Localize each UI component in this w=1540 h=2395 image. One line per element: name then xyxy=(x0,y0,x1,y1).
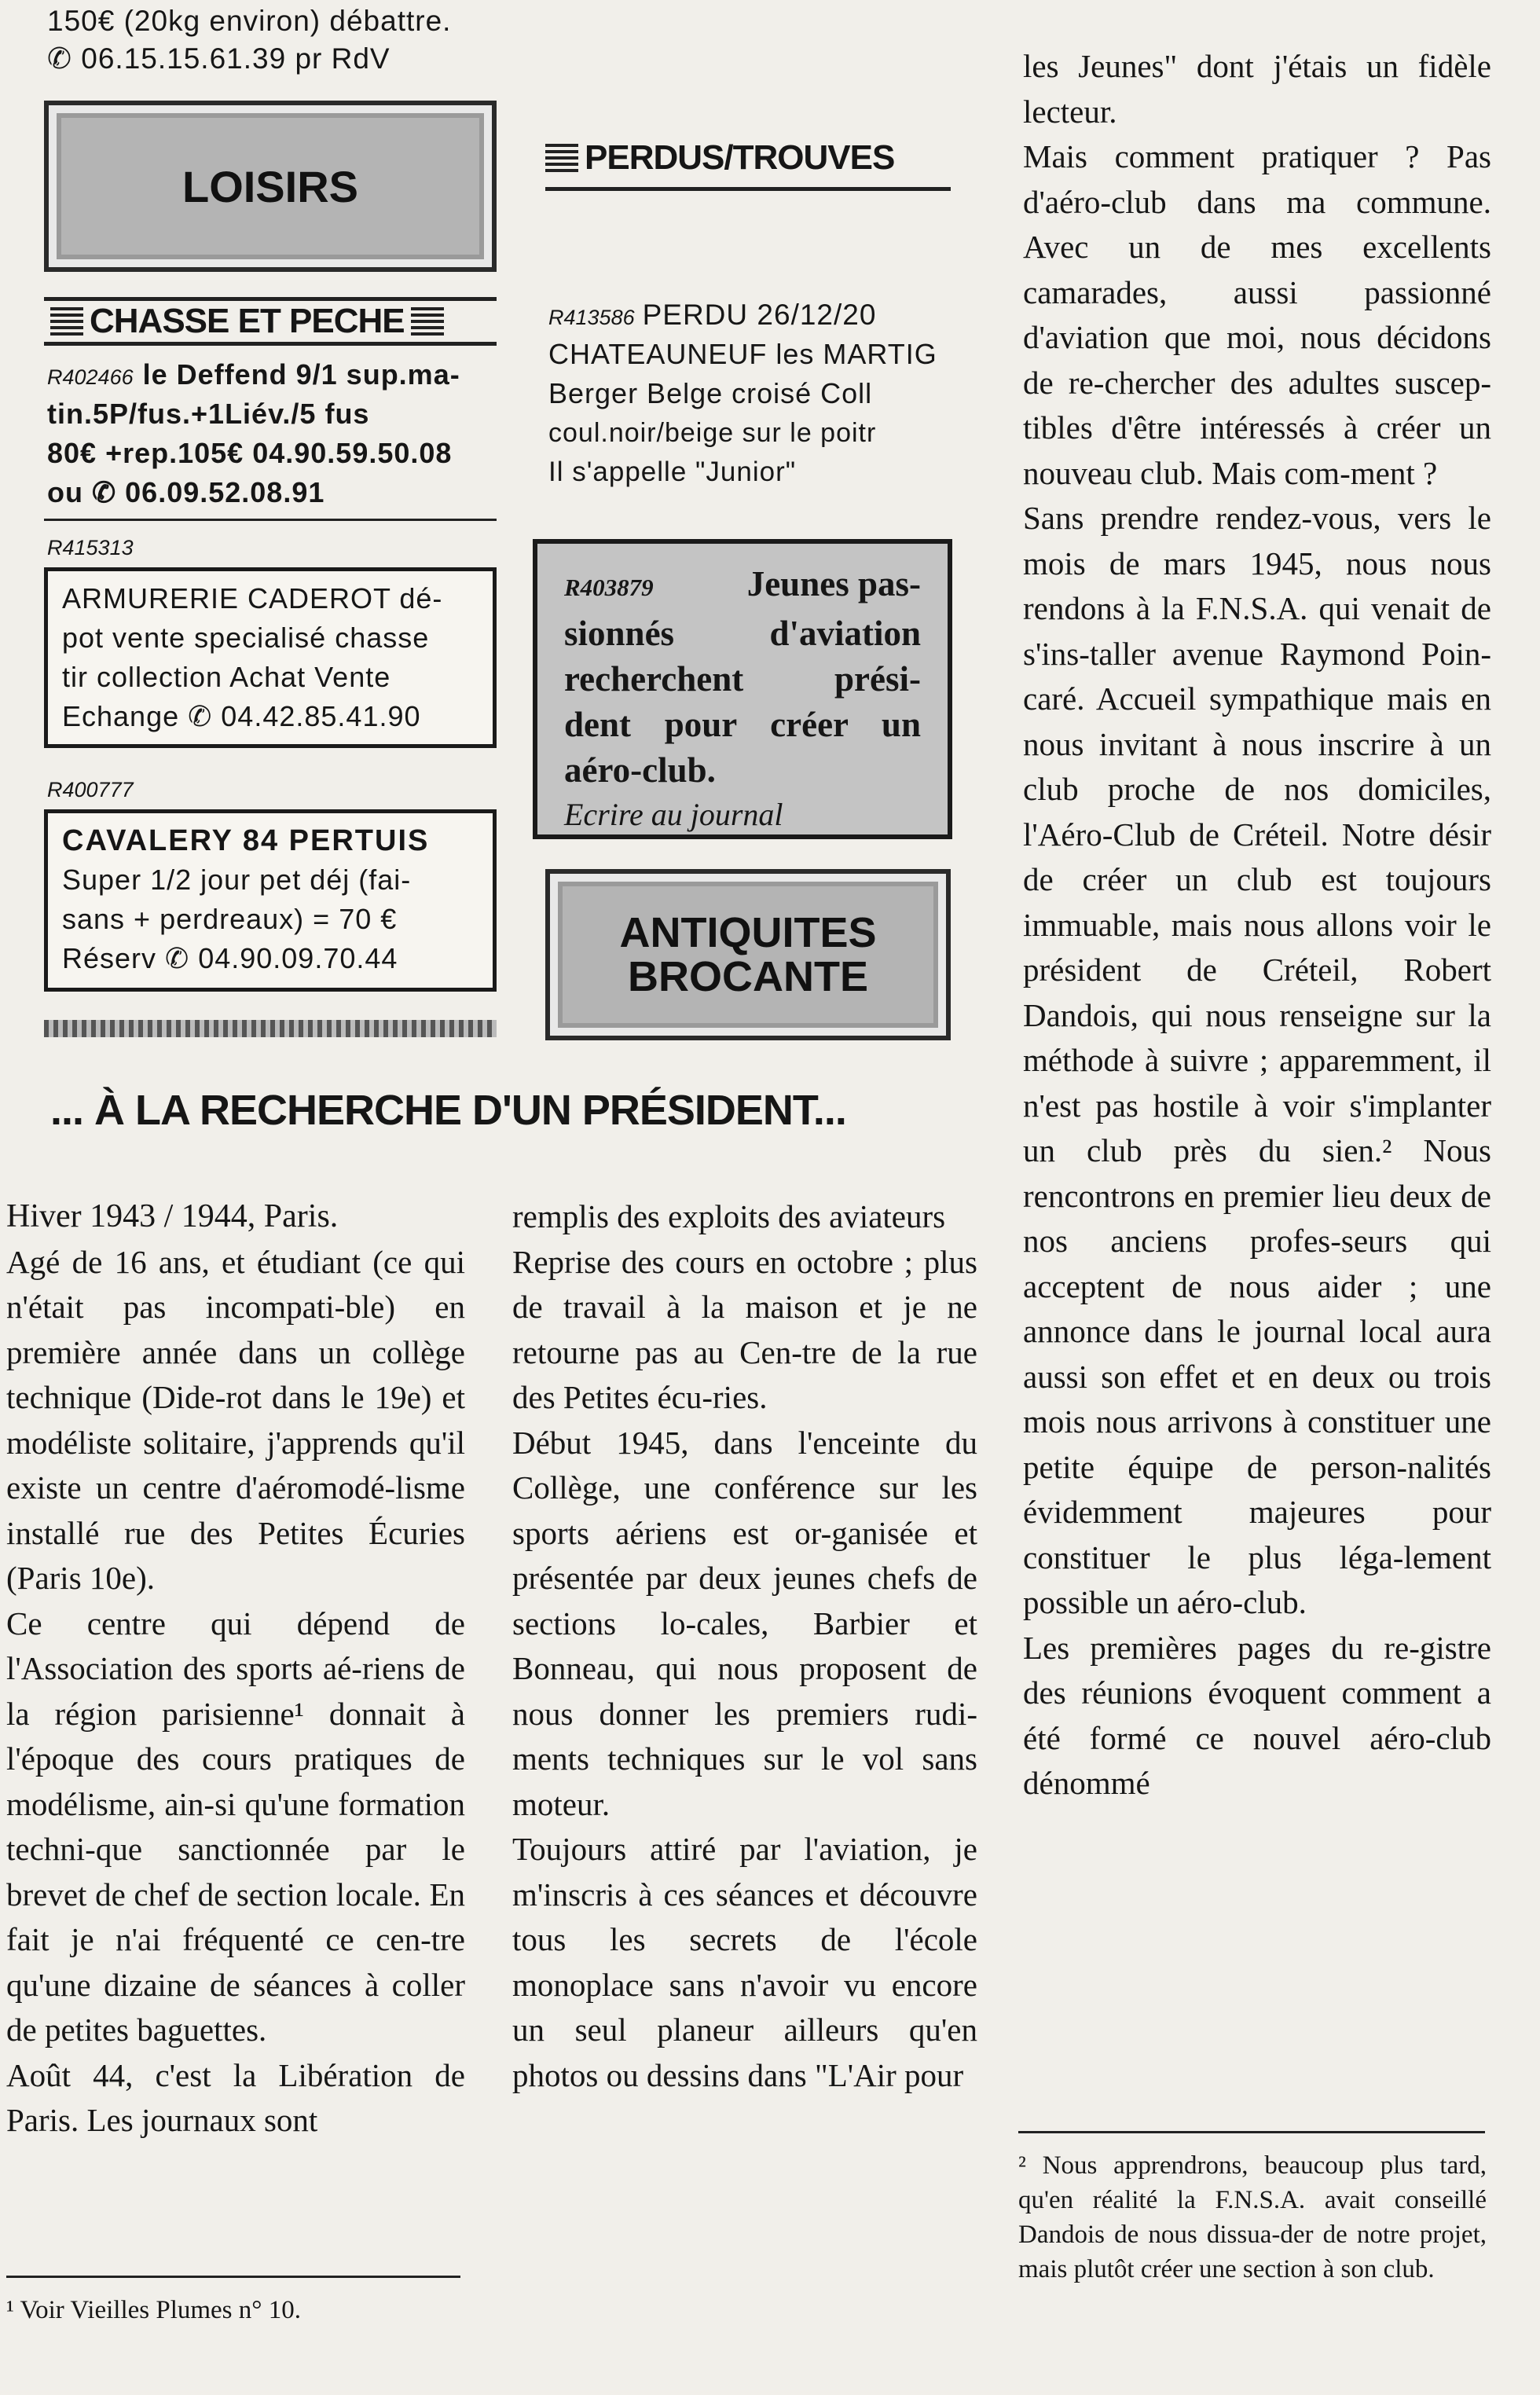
ad-line: ARMURERIE CADEROT dé- xyxy=(62,582,443,614)
paragraph: Mais comment pratiquer ? Pas d'aéro-club dans ma commune. Avec un de mes excellents camarades, aussi passionné d'aviation que moi, nous décidons de re-chercher des adultes suscep-tibles d'être intéressés à créer un nouveau club. Mais com-ment ? xyxy=(1023,138,1491,491)
loisirs-banner: LOISIRS xyxy=(44,101,497,272)
stripes-decoration xyxy=(50,307,83,336)
paragraph: Sans prendre rendez-vous, vers le mois de mars 1945, nous nous rendons à la F.N.S.A. qui venait de s'ins-taller avenue Raymond Poin-caré. Accueil sympathique mais en nous invitant à nous inscrire à un club proche de nos domiciles, l'Aéro-Club de Créteil. Notre désir de créer un club est toujours immuable, mais nous allons voir le président de Créteil, Robert Dandois, qui nous renseigne sur la méthode à suivre ; apparemment, il n'est pas hostile à voir s'implanter un club près du sien.² Nous rencontrons en premier lieu deux de nos anciens profes-seurs qui acceptent de nous aider ; une annonce dans le journal local aura aussi son effet et en deux ou trois mois nous arrivons à constituer une petite équipe de person-nalités évidemment majeures pour constituer le plus léga-lement possible un aéro-club. xyxy=(1023,500,1491,1620)
ad-line: Réserv ✆ 04.90.09.70.44 xyxy=(62,942,398,974)
paragraph-text: Hiver 1943 / 1944, Paris. xyxy=(6,1198,339,1234)
perdus-header xyxy=(545,134,951,182)
paragraph: Ce centre qui dépend de l'Association des sports aé-riens de la région parisienne¹ donnait à l'époque des cours pratiques de modélisme, ain-si qu'une formation techni-que sanctionnée par le brevet de chef de section locale. En fait je n'ai fréquenté ce cen-tre qu'une dizaine de séances à coller de petites baguettes. xyxy=(6,1605,465,2048)
ad-ref: R415313 xyxy=(47,536,134,559)
top-ad-line-1: 150€ (20kg environ) débattre. xyxy=(47,5,452,37)
paragraph: Reprise des cours en octobre ; plus de travail à la maison et je ne retourne pas au Cen-tre de la rue des Petites écu-ries. xyxy=(512,1243,977,1415)
ad-line: aéro-club. xyxy=(564,750,716,790)
ad-line: Il s'appelle "Junior" xyxy=(548,457,797,487)
ad-ref: R403879 xyxy=(564,574,654,601)
ad-line: tir collection Achat Vente xyxy=(62,661,391,693)
ad-line: sans + perdreaux) = 70 € xyxy=(62,903,398,935)
paragraph: Agé de 16 ans, et étudiant (ce qui n'était pas incompati-ble) en première année dans un collège technique (Dide-rot dans le 19e) et modéliste solitaire, j'apprends qu'il existe un centre d'aéromodé-lisme installé rue des Petites Écuries (Paris 10e). xyxy=(6,1243,465,1596)
ad-line: sionnés d'aviation xyxy=(564,614,921,653)
divider xyxy=(44,519,497,521)
chasse-header-label: CHASSE ET PECHE xyxy=(90,302,405,340)
paragraph: Début 1945, dans l'enceinte du Collège, une conférence sur les sports aériens est or-ganisée et présentée par deux jeunes chefs de sections lo-cales, Barbier et Bonneau, qui nous proposent de nous donner les premiers rudi-ments techniques sur le vol sans moteur. xyxy=(512,1424,977,1822)
paragraph: Toujours attiré par l'aviation, je m'inscris à ces séances et découvre tous les secrets de l'école monoplace sans n'avoir vu encore un seul planeur ailleurs qu'en photos ou dessins dans "L'Air pour xyxy=(512,1831,977,2093)
aero-club-ad xyxy=(533,539,952,839)
ad-line: Jeunes pas- xyxy=(746,564,921,603)
ad-line: PERDU 26/12/20 xyxy=(642,299,877,331)
footnote-divider xyxy=(1018,2131,1485,2133)
ad-ref: R400777 xyxy=(47,778,134,801)
stripes-decoration xyxy=(411,307,444,336)
ad-line: dent pour créer un xyxy=(564,705,921,744)
paragraph: les Jeunes" dont j'étais un fidèle lecteur. xyxy=(1023,48,1491,130)
chasse-ad xyxy=(47,355,503,512)
chasse-header xyxy=(44,297,497,346)
perdus-header-label: PERDUS/TROUVES xyxy=(585,138,895,177)
ad-line: tin.5P/fus.+1Liév./5 fus xyxy=(47,398,370,430)
antiquites-banner-line-2: BROCANTE xyxy=(628,953,868,1000)
ad-line: CAVALERY 84 PERTUIS xyxy=(62,824,430,857)
ad-ref: R413586 xyxy=(548,306,635,329)
ad-ref: R402466 xyxy=(47,365,134,389)
ad-line: Echange ✆ 04.42.85.41.90 xyxy=(62,700,421,732)
ad-line: Berger Belge croisé Coll xyxy=(548,377,873,409)
paragraph: Août 44, c'est la Libération de Paris. Les journaux sont xyxy=(6,2056,465,2138)
ad-line: le Deffend 9/1 sup.ma- xyxy=(142,358,460,391)
perdu-ad xyxy=(548,295,957,492)
ad-line: recherchent prési- xyxy=(564,659,921,699)
paragraph xyxy=(6,1194,465,1240)
footnote-2: ² Nous apprendrons, beaucoup plus tard, qu'en réalité la F.N.S.A. avait conseillé Dandois de nous dissua-der de notre projet, mais plutôt créer une section à son club. xyxy=(1018,2151,1487,2283)
article-column-1 xyxy=(6,1194,465,2144)
paragraph: Les premières pages du re-gistre des réunions évoquent comment a été formé ce nouvel aéro-club dénommé xyxy=(1023,1629,1491,1801)
antiquites-banner xyxy=(545,869,951,1040)
ad-line: Ecrire au journal xyxy=(564,797,783,832)
armurerie-ad xyxy=(44,567,497,748)
ad-line: CHATEAUNEUF les MARTIG xyxy=(548,338,937,370)
article-column-3 xyxy=(1023,44,1491,1806)
ad-line: 80€ +rep.105€ 04.90.59.50.08 xyxy=(47,437,453,469)
ad-line: coul.noir/beige sur le poitr xyxy=(548,418,877,448)
divider xyxy=(545,187,951,191)
article-column-2 xyxy=(512,1194,977,2098)
decorative-bar xyxy=(44,1020,497,1037)
footnote-divider xyxy=(6,2276,460,2278)
cavalery-ad xyxy=(44,809,497,992)
antiquites-banner-line-1: ANTIQUITES xyxy=(619,909,877,956)
ad-line: pot vente specialisé chasse xyxy=(62,622,430,654)
article-title: ... À LA RECHERCHE D'UN PRÉSIDENT... xyxy=(50,1087,846,1134)
ad-line: ou ✆ 06.09.52.08.91 xyxy=(47,476,325,508)
ad-line: Super 1/2 jour pet déj (fai- xyxy=(62,864,412,896)
paragraph: remplis des exploits des aviateurs xyxy=(512,1198,946,1234)
footnote-1: ¹ Voir Vieilles Plumes n° 10. xyxy=(6,2296,301,2324)
stripes-decoration xyxy=(545,144,578,172)
top-ad-line-2: ✆ 06.15.15.61.39 pr RdV xyxy=(47,42,390,75)
